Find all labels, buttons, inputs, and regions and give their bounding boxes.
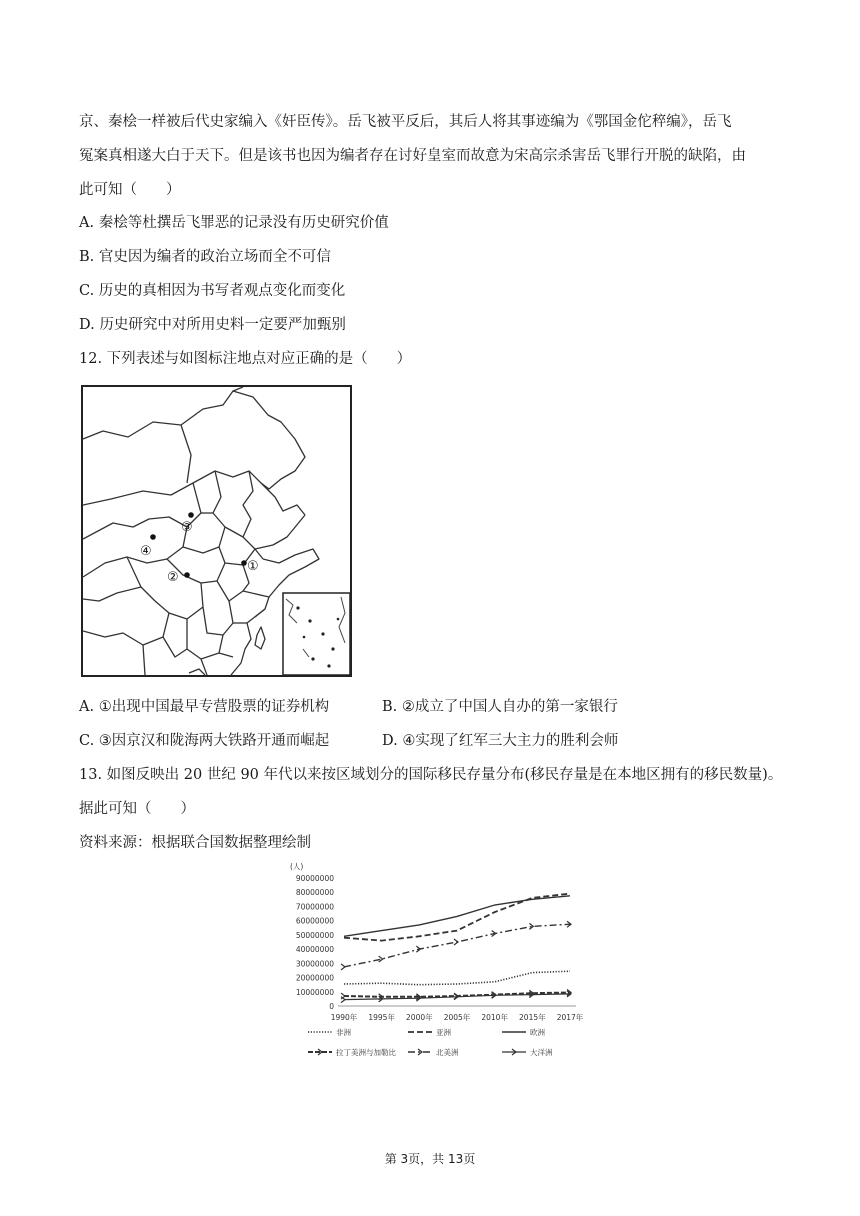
- map-label-2: ②: [167, 570, 179, 585]
- q12-option-d: D. ④实现了红军三大主力的胜利会师: [382, 733, 619, 749]
- x-tick-label: 1995年: [368, 1013, 395, 1022]
- y-tick-label: 70000000: [295, 902, 334, 912]
- y-tick-label: 90000000: [295, 874, 334, 883]
- passage-line-3: 此可知（ ）: [79, 182, 181, 198]
- y-tick-label: 10000000: [295, 987, 334, 997]
- q11-option-d: D. 历史研究中对所用史料一定要严加甄别: [79, 317, 346, 333]
- q13-source: 资料来源：根据联合国数据整理绘制: [79, 835, 311, 851]
- legend-label-3: 拉丁美洲与加勒比: [336, 1048, 396, 1057]
- y-tick-label: 50000000: [295, 930, 334, 940]
- legend-label-2: 欧洲: [530, 1028, 545, 1037]
- legend-label-1: 亚洲: [436, 1028, 451, 1037]
- map-label-1: ①: [247, 559, 259, 574]
- x-tick-label: 1990年: [330, 1013, 358, 1022]
- series-point-4: [341, 964, 345, 970]
- q12-option-b: B. ②成立了中国人自办的第一家银行: [382, 699, 618, 715]
- legend-label-5: 大洋洲: [530, 1048, 553, 1057]
- y-tick-label: 20000000: [295, 973, 334, 983]
- q13-stem-line-2: 据此可知（ ）: [79, 801, 195, 817]
- china-map: [81, 385, 352, 677]
- map-drawing: [83, 387, 350, 675]
- y-tick-label: 0: [329, 1002, 334, 1011]
- legend-label-0: 非洲: [336, 1028, 351, 1037]
- map-label-4: ④: [140, 544, 152, 559]
- series-line-0: [344, 971, 570, 985]
- migration-chart-svg: [276, 858, 588, 1064]
- y-tick-label: 40000000: [295, 945, 334, 955]
- x-tick-label: 2010年: [481, 1013, 508, 1022]
- map-label-3: ③: [181, 520, 193, 535]
- q11-option-a: A. 秦桧等杜撰岳飞罪恶的记录没有历史研究价值: [79, 215, 389, 231]
- q13-stem-line-1: 13. 如图反映出 20 世纪 90 年代以来按区域划分的国际移民存量分布(移民存量是在本地区拥有的移民数量)。: [79, 767, 783, 783]
- x-tick-label: 2015年: [519, 1013, 546, 1022]
- q11-option-c: C. 历史的真相因为书写者观点变化而变化: [79, 283, 346, 299]
- page-footer: 第 3页，共 13页: [384, 1152, 476, 1166]
- y-tick-label: 60000000: [295, 916, 334, 926]
- x-tick-label: 2000年: [406, 1013, 433, 1022]
- x-tick-label: 2017年: [556, 1013, 584, 1022]
- y-axis-unit: (人): [290, 862, 304, 871]
- passage-line-1: 京、秦桧一样被后代史家编入《奸臣传》。岳飞被平反后，其后人将其事迹编为《鄂国金佗稡编》，岳飞: [79, 114, 732, 130]
- q12-stem: 12. 下列表述与如图标注地点对应正确的是（ ）: [79, 351, 412, 367]
- legend-label-4: 北美洲: [436, 1048, 459, 1057]
- q11-option-b: B. 官史因为编者的政治立场而全不可信: [79, 249, 331, 265]
- q12-option-c: C. ③因京汉和陇海两大铁路开通而崛起: [79, 733, 330, 749]
- q12-option-a: A. ①出现中国最早专营股票的证券机构: [79, 699, 330, 715]
- y-tick-label: 30000000: [295, 959, 334, 969]
- passage-line-2: 冤案真相遂大白于天下。但是该书也因为编者存在讨好皇室而故意为宋高宗杀害岳飞罪行开脱的缺陷，由: [79, 148, 746, 164]
- x-tick-label: 2005年: [443, 1013, 471, 1022]
- series-point-4: [454, 939, 458, 945]
- y-tick-label: 80000000: [295, 888, 334, 898]
- migration-chart: [276, 858, 588, 1064]
- series-point-5: [341, 997, 345, 1003]
